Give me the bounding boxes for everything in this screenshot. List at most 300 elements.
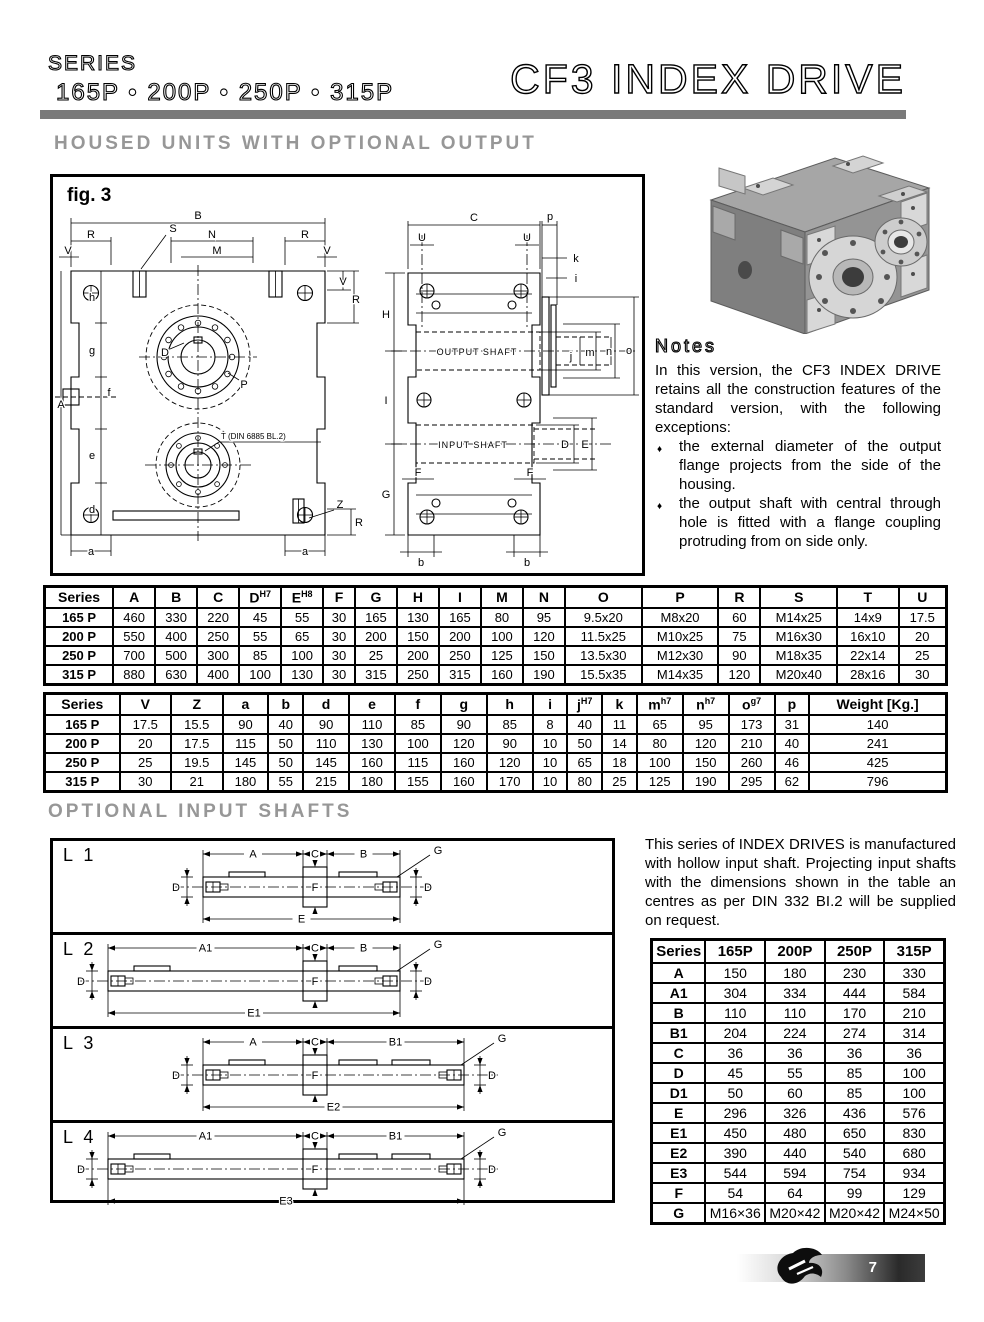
cell: 40	[567, 715, 602, 734]
dim-label: D	[77, 976, 85, 988]
svg-text:a: a	[301, 546, 309, 558]
column-header: I	[439, 587, 481, 608]
notes-bullet-1	[655, 437, 941, 494]
cell: 100	[281, 646, 323, 665]
cell: 754	[825, 1163, 885, 1183]
cell: 680	[884, 1143, 944, 1163]
cell: 100	[637, 753, 683, 772]
input-shafts-table	[650, 938, 946, 1225]
column-header: e	[349, 694, 395, 715]
cell: 75	[718, 627, 760, 646]
row-header: D1	[652, 1083, 706, 1103]
bolt-icon	[298, 286, 313, 301]
column-header: B	[155, 587, 197, 608]
column-header: $j^{H7}$	[567, 694, 602, 715]
cell: M16×36	[705, 1203, 765, 1224]
dim-label: B1	[388, 1036, 403, 1049]
cell: 650	[825, 1123, 885, 1143]
cell: 594	[765, 1163, 825, 1183]
column-header: p	[775, 694, 810, 715]
cell: 80	[637, 734, 683, 753]
cell: 10	[533, 772, 568, 792]
cell: 180	[349, 772, 395, 792]
dim-label: F	[311, 1164, 319, 1176]
cell: 50	[567, 734, 602, 753]
cell: 55	[239, 627, 281, 646]
column-header: 165P	[705, 940, 765, 964]
cell: 85	[825, 1083, 885, 1103]
header-row	[45, 694, 947, 715]
column-header: $o^{g7}$	[729, 694, 775, 715]
dim-label: F	[311, 976, 319, 988]
svg-text:H: H	[382, 309, 390, 321]
dim-label: B1	[388, 1130, 403, 1143]
cell: 125	[637, 772, 683, 792]
cell: 100	[395, 734, 441, 753]
cell: 190	[683, 772, 729, 792]
dimensions-table-2	[43, 692, 948, 793]
cell: M8x20	[642, 608, 719, 627]
svg-text:U: U	[418, 232, 426, 244]
cell: 65	[637, 715, 683, 734]
svg-text:m: m	[585, 347, 595, 359]
cell: 400	[197, 665, 239, 685]
dim-label: F	[311, 882, 319, 894]
row-header: 315 P	[45, 665, 114, 685]
cell: 36	[884, 1043, 944, 1063]
svg-text:Z: Z	[336, 499, 344, 511]
notes-intro: In this version, the CF3 INDEX DRIVE retains all the construction features of the standard version, with the following exceptions:	[655, 362, 941, 436]
cell: 450	[705, 1123, 765, 1143]
shaft-panel-l1	[53, 841, 612, 935]
column-header: a	[223, 694, 269, 715]
svg-text:F: F	[526, 467, 534, 479]
cell: 173	[729, 715, 775, 734]
table-row	[45, 734, 947, 753]
cell: 330	[155, 608, 197, 627]
cell: 125	[481, 646, 523, 665]
cell: 170	[825, 1003, 885, 1023]
shaft-panel-l2-label: L 2	[63, 939, 97, 959]
cell: 100	[884, 1083, 944, 1103]
shaft-drawing-l3	[53, 1029, 606, 1115]
cell: 25	[120, 753, 171, 772]
cell: 200	[355, 627, 397, 646]
cell: 31	[775, 715, 810, 734]
svg-text:b: b	[523, 557, 531, 569]
cell: 934	[884, 1163, 944, 1183]
svg-text:h: h	[88, 292, 96, 304]
dim-label: G	[433, 939, 443, 951]
diamond-bullet-icon: ♦	[657, 501, 663, 512]
table-row	[45, 772, 947, 792]
row-header: E2	[652, 1143, 706, 1163]
cell: 250	[439, 646, 481, 665]
cell: 180	[223, 772, 269, 792]
cell: 85	[825, 1063, 885, 1083]
column-header: 315P	[884, 940, 944, 964]
dim-label: G	[497, 1127, 507, 1139]
cell: 129	[884, 1183, 944, 1203]
svg-text:f: f	[107, 387, 111, 399]
cell: 85	[239, 646, 281, 665]
cell: 110	[705, 1003, 765, 1023]
column-header: Weight [Kg.]	[809, 694, 946, 715]
cell: 130	[397, 608, 439, 627]
cell: 295	[729, 772, 775, 792]
svg-text:F: F	[414, 467, 422, 479]
dim-label: D	[77, 1164, 85, 1176]
table-row	[652, 1143, 945, 1163]
footer-bar	[737, 1254, 925, 1282]
cell: 30	[323, 608, 355, 627]
dimensions-table-1-wrap	[43, 585, 948, 686]
input-shafts-box	[50, 838, 615, 1208]
cell: 36	[825, 1043, 885, 1063]
svg-text:G: G	[381, 489, 391, 501]
notes-bullet-2	[655, 494, 941, 551]
column-header: A	[113, 587, 155, 608]
cell: 334	[765, 983, 825, 1003]
table-row	[45, 627, 947, 646]
dim-label: B	[359, 942, 368, 955]
svg-text:S: S	[169, 223, 177, 235]
notes-section	[655, 336, 941, 551]
input-shafts-table-wrap	[650, 938, 946, 1225]
column-header: 200P	[765, 940, 825, 964]
cell: M10x25	[642, 627, 719, 646]
bolt-icon	[517, 393, 531, 407]
cell: 330	[884, 963, 944, 983]
cell: 80	[567, 772, 602, 792]
svg-text:C: C	[470, 212, 478, 224]
svg-text:E: E	[581, 439, 589, 451]
fig3-title: fig. 3	[67, 185, 112, 206]
cell: 100	[884, 1063, 944, 1083]
cell: 25	[899, 646, 947, 665]
cell: 11.5x25	[565, 627, 642, 646]
cell: 17.5	[171, 734, 222, 753]
svg-text:V: V	[323, 245, 331, 257]
cell: 80	[481, 608, 523, 627]
table-row	[45, 715, 947, 734]
table-row	[45, 753, 947, 772]
cell: 62	[775, 772, 810, 792]
cell: 120	[683, 734, 729, 753]
cell: 16x10	[837, 627, 898, 646]
column-header: V	[120, 694, 171, 715]
cell: 160	[481, 665, 523, 685]
cell: M20×42	[765, 1203, 825, 1224]
input-shafts-paragraph: This series of INDEX DRIVES is manufactured with hollow input shaft. Projecting input shafts with the dimensions shown in the table an centres as per DIN 332 BI.2 will be supplied on request.	[645, 836, 956, 929]
cell: 160	[441, 753, 487, 772]
row-header: 315 P	[45, 772, 120, 792]
svg-text:D: D	[561, 439, 569, 451]
column-header: d	[303, 694, 349, 715]
svg-text:V: V	[339, 276, 347, 288]
cell: 200	[397, 646, 439, 665]
cell: 315	[439, 665, 481, 685]
cell: 14	[602, 734, 637, 753]
cell: 274	[825, 1023, 885, 1043]
row-header: 250 P	[45, 753, 120, 772]
svg-text:R: R	[87, 229, 95, 241]
cell: 260	[729, 753, 775, 772]
cell: 55	[765, 1063, 825, 1083]
table-row	[45, 608, 947, 627]
column-header: T	[837, 587, 898, 608]
cell: 110	[765, 1003, 825, 1023]
cell: 22x14	[837, 646, 898, 665]
row-header: 200 P	[45, 734, 120, 753]
cell: 584	[884, 983, 944, 1003]
cell: 130	[281, 665, 323, 685]
shaft-panel-l1-label: L 1	[63, 845, 97, 865]
dim-label: A1	[198, 1130, 213, 1143]
column-header: h	[487, 694, 533, 715]
row-header: E1	[652, 1123, 706, 1143]
svg-text:d: d	[88, 504, 96, 516]
column-header: f	[395, 694, 441, 715]
dim-label: C	[311, 1036, 319, 1049]
cell: 145	[303, 753, 349, 772]
cell: 18	[602, 753, 637, 772]
cell: 296	[705, 1103, 765, 1123]
cell: 210	[729, 734, 775, 753]
cell: 95	[523, 608, 565, 627]
cell: 440	[765, 1143, 825, 1163]
svg-text:p: p	[546, 211, 554, 223]
cell: 30	[120, 772, 171, 792]
column-header: b	[268, 694, 303, 715]
series-values: 165P • 200P • 250P • 315P	[56, 79, 395, 106]
notes-heading: Notes	[655, 336, 718, 356]
dim-label: E	[297, 913, 306, 926]
shaft-panel-l2	[53, 935, 612, 1029]
row-header: 165 P	[45, 608, 114, 627]
svg-text:A: A	[57, 399, 65, 411]
cell: 95	[683, 715, 729, 734]
cell: 15.5	[171, 715, 222, 734]
cell: 544	[705, 1163, 765, 1183]
cell: 110	[349, 715, 395, 734]
dim-label: B	[359, 848, 368, 861]
bolt-icon	[514, 510, 528, 524]
row-header: 250 P	[45, 646, 114, 665]
cell: M16x30	[760, 627, 837, 646]
cell: M24×50	[884, 1203, 944, 1224]
cell: 65	[567, 753, 602, 772]
cell: 170	[487, 772, 533, 792]
cell: 36	[765, 1043, 825, 1063]
column-header: H	[397, 587, 439, 608]
cell: 90	[441, 715, 487, 734]
cell: 200	[439, 627, 481, 646]
bolt-icon	[420, 510, 434, 524]
cell: 100	[481, 627, 523, 646]
cell: 60	[765, 1083, 825, 1103]
cell: M18x35	[760, 646, 837, 665]
dim-label: E3	[279, 1195, 293, 1208]
cell: 85	[487, 715, 533, 734]
cell: 150	[683, 753, 729, 772]
bolt-icon	[417, 393, 431, 407]
column-header: S	[760, 587, 837, 608]
svg-text:OUTPUT SHAFT: OUTPUT SHAFT	[436, 347, 518, 357]
dim-label: D	[488, 1164, 496, 1176]
cell: 17.5	[899, 608, 947, 627]
table-row	[652, 983, 945, 1003]
column-header: 250P	[825, 940, 885, 964]
shaft-panel-l4-label: L 4	[63, 1127, 97, 1147]
dim-label: C	[311, 848, 319, 861]
dim-label: E2	[326, 1101, 341, 1114]
table-row	[652, 1083, 945, 1103]
fig3-drawing	[53, 177, 642, 573]
cell: 190	[523, 665, 565, 685]
cell: 160	[349, 753, 395, 772]
svg-text:R: R	[352, 294, 360, 306]
section-title-housed-units: HOUSED UNITS WITH OPTIONAL OUTPUT	[54, 133, 537, 154]
diamond-bullet-icon: ♦	[657, 444, 663, 455]
table-row	[652, 1183, 945, 1203]
cell: 60	[718, 608, 760, 627]
cell: 90	[487, 734, 533, 753]
cell: 115	[223, 734, 269, 753]
column-header: $D^{H7}$	[239, 587, 281, 608]
cell: 576	[884, 1103, 944, 1123]
table-row	[652, 1123, 945, 1143]
cell: M14x35	[642, 665, 719, 685]
cell: 150	[705, 963, 765, 983]
cell: 8	[533, 715, 568, 734]
row-header: A1	[652, 983, 706, 1003]
brand-logo-icon	[771, 1243, 835, 1291]
cell: M20x40	[760, 665, 837, 685]
section-title-optional-input-shafts: OPTIONAL INPUT SHAFTS	[48, 801, 353, 822]
cell: 110	[303, 734, 349, 753]
dim-label: D	[172, 882, 180, 894]
cell: 314	[884, 1023, 944, 1043]
row-header: E	[652, 1103, 706, 1123]
svg-text:j: j	[569, 351, 573, 363]
dim-label: F	[311, 1070, 319, 1082]
dim-label: D	[488, 1070, 496, 1082]
product-photo	[683, 138, 945, 334]
dim-label: A	[249, 1036, 257, 1049]
column-header: Series	[45, 694, 120, 715]
svg-text:R: R	[301, 229, 309, 241]
svg-text:i: i	[574, 273, 578, 285]
row-header: 165 P	[45, 715, 120, 734]
cell: 120	[718, 665, 760, 685]
cell: 215	[303, 772, 349, 792]
cell: 99	[825, 1183, 885, 1203]
cell: 326	[765, 1103, 825, 1123]
column-header: k	[602, 694, 637, 715]
cell: 460	[113, 608, 155, 627]
cell: 65	[281, 627, 323, 646]
cell: 90	[223, 715, 269, 734]
cell: 160	[441, 772, 487, 792]
cell: 500	[155, 646, 197, 665]
cell: 90	[303, 715, 349, 734]
cell: 64	[765, 1183, 825, 1203]
row-header: F	[652, 1183, 706, 1203]
svg-text:V: V	[64, 245, 72, 257]
column-header: R	[718, 587, 760, 608]
cell: 13.5x30	[565, 646, 642, 665]
dim-label: D	[424, 882, 432, 894]
cell: 390	[705, 1143, 765, 1163]
column-header: U	[899, 587, 947, 608]
cell: 120	[523, 627, 565, 646]
table-row	[652, 1023, 945, 1043]
cell: 830	[884, 1123, 944, 1143]
svg-text:U: U	[523, 232, 531, 244]
cell: 165	[355, 608, 397, 627]
series-label: SERIES	[48, 52, 138, 75]
cell: 400	[155, 627, 197, 646]
cell: 19.5	[171, 753, 222, 772]
cell: 230	[825, 963, 885, 983]
column-header: G	[355, 587, 397, 608]
cell: 880	[113, 665, 155, 685]
column-header: $n^{h7}$	[683, 694, 729, 715]
notes-bullet-1-text: the external diameter of the output flange projects from the side of the housing.	[679, 438, 941, 493]
cell: 220	[197, 608, 239, 627]
header-rule	[40, 110, 906, 119]
page-title: CF3 INDEX DRIVE	[510, 56, 906, 102]
column-header: M	[481, 587, 523, 608]
cell: 9.5x20	[565, 608, 642, 627]
dim-label: E1	[247, 1007, 261, 1020]
row-header: 200 P	[45, 627, 114, 646]
svg-text:b: b	[417, 557, 425, 569]
shaft-drawing-l2	[53, 935, 606, 1021]
svg-text:B: B	[194, 210, 202, 222]
svg-text:k: k	[573, 253, 579, 265]
cell: 436	[825, 1103, 885, 1123]
cell: 15.5x35	[565, 665, 642, 685]
cell: 224	[765, 1023, 825, 1043]
cell: 54	[705, 1183, 765, 1203]
cell: 14x9	[837, 608, 898, 627]
column-header: Series	[45, 587, 114, 608]
page-number: 7	[868, 1259, 877, 1276]
column-header: O	[565, 587, 642, 608]
cell: 180	[765, 963, 825, 983]
shaft-panel-l3	[53, 1029, 612, 1123]
cell: 540	[825, 1143, 885, 1163]
cell: 30	[323, 627, 355, 646]
cell: 425	[809, 753, 946, 772]
svg-text:e: e	[88, 450, 96, 462]
svg-text:INPUT SHAFT: INPUT SHAFT	[438, 440, 508, 450]
svg-text:n: n	[605, 346, 613, 358]
svg-text:I: I	[384, 395, 388, 407]
dim-label: G	[433, 845, 443, 857]
column-header: $m^{h7}$	[637, 694, 683, 715]
svg-text:M: M	[212, 245, 222, 257]
cell: 250	[397, 665, 439, 685]
cell: 444	[825, 983, 885, 1003]
dim-label: D	[172, 1070, 180, 1082]
dimensions-table-1	[43, 585, 948, 686]
cell: 10	[533, 734, 568, 753]
cell: 315	[355, 665, 397, 685]
dim-label: G	[497, 1033, 507, 1045]
